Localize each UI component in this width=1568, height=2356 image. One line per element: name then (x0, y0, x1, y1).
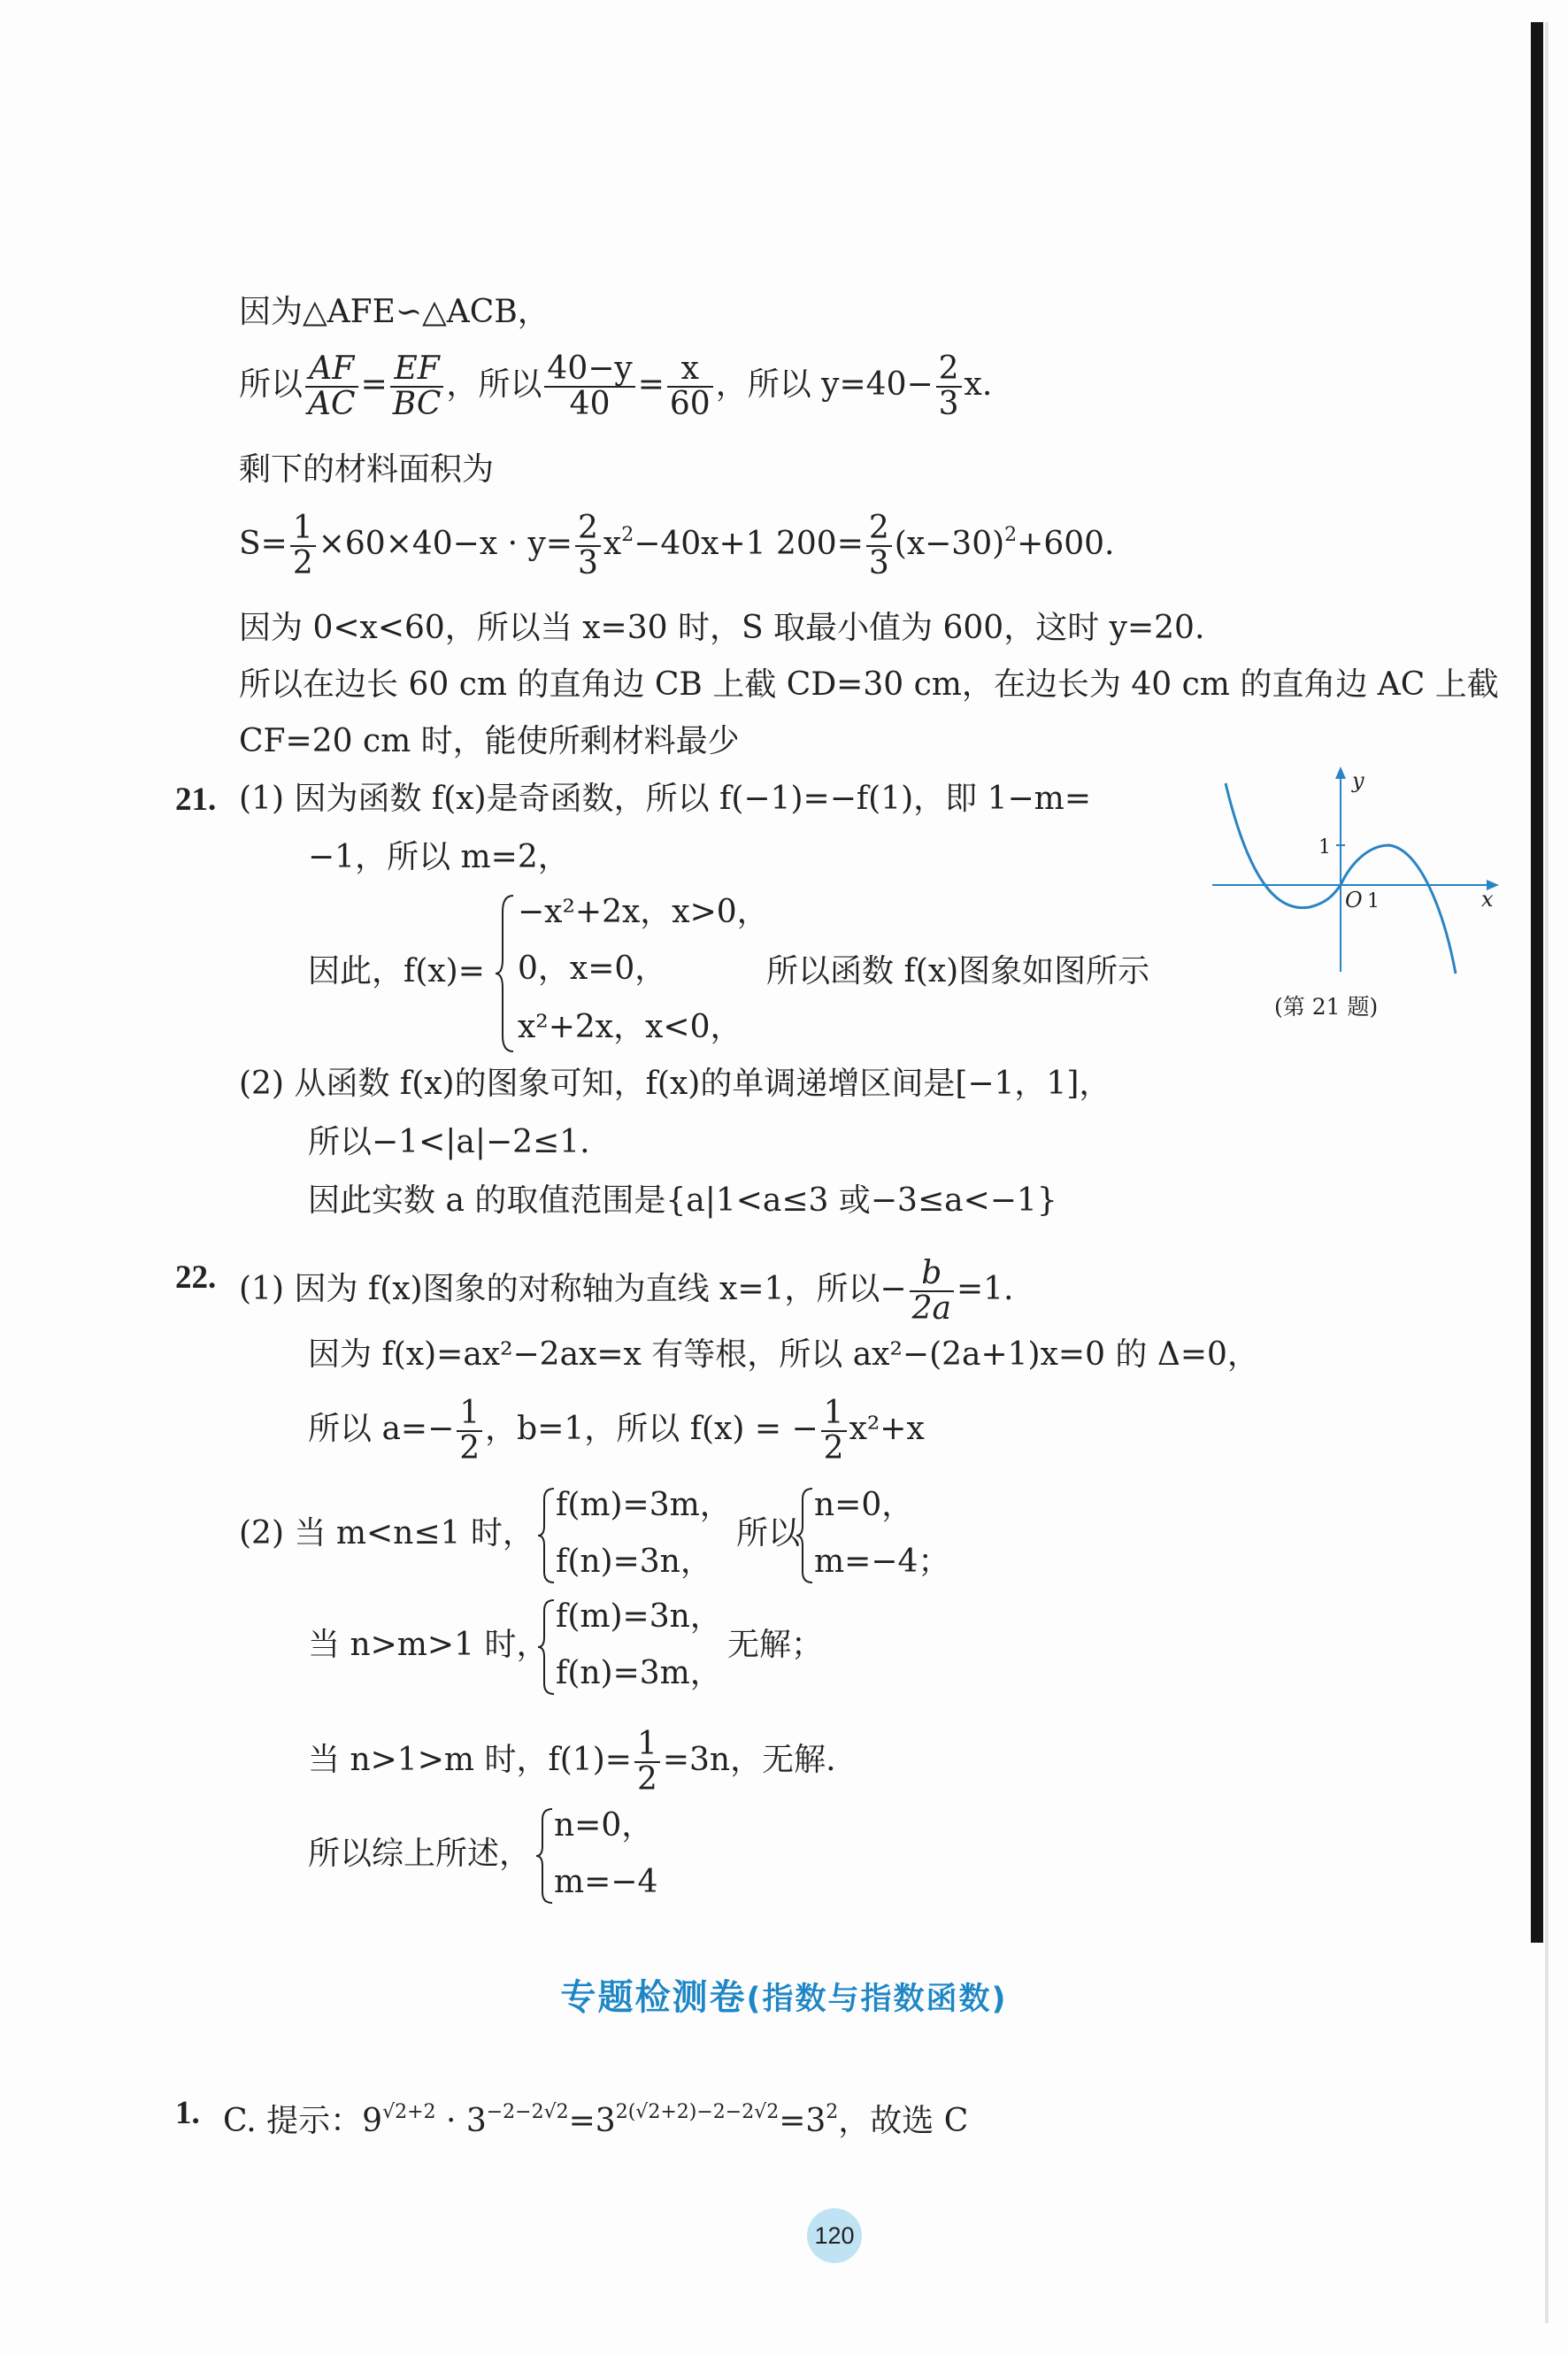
section-title (0, 1969, 1568, 2020)
binding-edge (1531, 22, 1543, 1943)
system-2-brace (538, 1598, 556, 1696)
q22-case2-prefix: 当 n>m>1 时， (308, 1627, 549, 1663)
sol20-line4: S= $\frac{1}{2}$ ×60×40−x · y= $\frac{2}{3}$ $x^2-40x+1$ 200= $\frac{2}{3}$ $(x-30)^2+600$. (239, 510, 1115, 581)
x-axis-label: x (1481, 887, 1494, 912)
sol20-line6: 所以在边长 60 cm 的直角边 CB 上截 CD=30 cm，在边长为 40 cm 的直角边 AC 上截 (239, 666, 1499, 703)
question-22-number: 22. (175, 1259, 217, 1296)
result-1-n: n=0， (814, 1487, 914, 1523)
system-2-eq-1: f(m)=3n， (556, 1598, 722, 1635)
q22-part2-prefix: (2) 当 m<n≤1 时， (239, 1515, 534, 1551)
q22-part1-line3: 所以 a=− $\frac{1}{2}$ ，b=1，所以 f(x) = − $\frac{1}{2}$ x²+x (308, 1395, 925, 1467)
function-graph-figure (1212, 761, 1504, 982)
sol20-line1: 因为△AFE∽△ACB， (239, 294, 550, 330)
tick-x-1: 1 (1367, 890, 1380, 912)
system-1-eq-2: f(n)=3n， (556, 1544, 712, 1580)
sol20-line5: 因为 0<x<60，所以当 x=30 时，S 取最小值为 600，这时 y=20. (239, 610, 1205, 646)
result-1-brace (796, 1487, 814, 1584)
q22-so-label: 所以 (736, 1515, 801, 1551)
piecewise-case-2: 0，x=0， (518, 951, 667, 987)
q22-case3: 当 n>1>m 时，f(1)= $\frac{1}{2}$ =3n，无解. (308, 1726, 836, 1798)
section-subtitle: (指数与指数函数) (746, 1982, 1008, 2017)
origin-label: O (1345, 888, 1363, 912)
question-1-number: 1. (175, 2095, 200, 2131)
conclusion-brace (536, 1807, 554, 1905)
q21-part2-line2: 所以−1<|a|−2≤1. (308, 1124, 590, 1160)
q21-part2-line3: 因此实数 a 的取值范围是{a|1<a≤3 或−3≤a<−1} (308, 1182, 1057, 1219)
piecewise-case-3: x²+2x，x<0， (518, 1009, 742, 1045)
system-1-brace (538, 1487, 556, 1584)
question-21-number: 21. (175, 781, 217, 818)
q21-part1-line2: −1，所以 m=2， (308, 839, 570, 875)
piecewise-brace (496, 894, 517, 1053)
system-1-eq-1: f(m)=3m， (556, 1487, 732, 1523)
conclusion-n: n=0， (554, 1807, 654, 1844)
y-axis-label: y (1352, 768, 1364, 793)
q21-part2-line1: (2) 从函数 f(x)的图象可知，f(x)的单调递增区间是[−1，1]， (239, 1066, 1111, 1102)
tick-y-1: 1 (1318, 836, 1331, 858)
figure-caption: (第 21 题) (1274, 994, 1379, 1020)
page-number: 120 (807, 2208, 862, 2263)
q22-part1-line2: 因为 f(x)=ax²−2ax=x 有等根，所以 ax²−(2a+1)x=0 的 Δ=0， (308, 1336, 1259, 1373)
q22-part1-line1: (1) 因为 f(x)图象的对称轴为直线 x=1，所以− $\frac{b}{2a}$ =1. (239, 1255, 1014, 1327)
q21-part1-line1: (1) 因为函数 f(x)是奇函数，所以 f(−1)=−f(1)，即 1−m= (239, 781, 1091, 817)
conclusion-m: m=−4 (554, 1864, 658, 1900)
system-2-eq-2: f(n)=3m， (556, 1655, 722, 1691)
sol20-line7: CF=20 cm 时，能使所剩材料最少 (239, 723, 740, 759)
sol20-line3: 剩下的材料面积为 (239, 451, 495, 488)
q22-conclusion-prefix: 所以综上所述， (308, 1836, 532, 1872)
q1-answer: C. 提示：$9^{√2+2} \cdot 3^{-2-2√2}=3^{2(√2+2)-2-2√2}=3^2$，故选 C (223, 2101, 969, 2139)
result-1-m: m=−4； (814, 1544, 950, 1580)
q21-figure-reference: 所以函数 f(x)图象如图所示 (766, 953, 1150, 989)
q22-case2-suffix: 无解； (727, 1627, 824, 1663)
sol20-line2: 所以 $\frac{AF}{AC}$ = $\frac{EF}{BC}$ ，所以 $\frac{40-y}{40}$ = $\frac{x}{60}$ ，所以 y=40− $\frac{2}{3}$ x. (239, 350, 993, 422)
piecewise-case-1: −x²+2x，x>0， (518, 894, 769, 930)
section-title-main: 专题检测卷 (560, 1977, 747, 2018)
q21-piecewise-prefix: 因此，f(x)= (308, 953, 485, 989)
